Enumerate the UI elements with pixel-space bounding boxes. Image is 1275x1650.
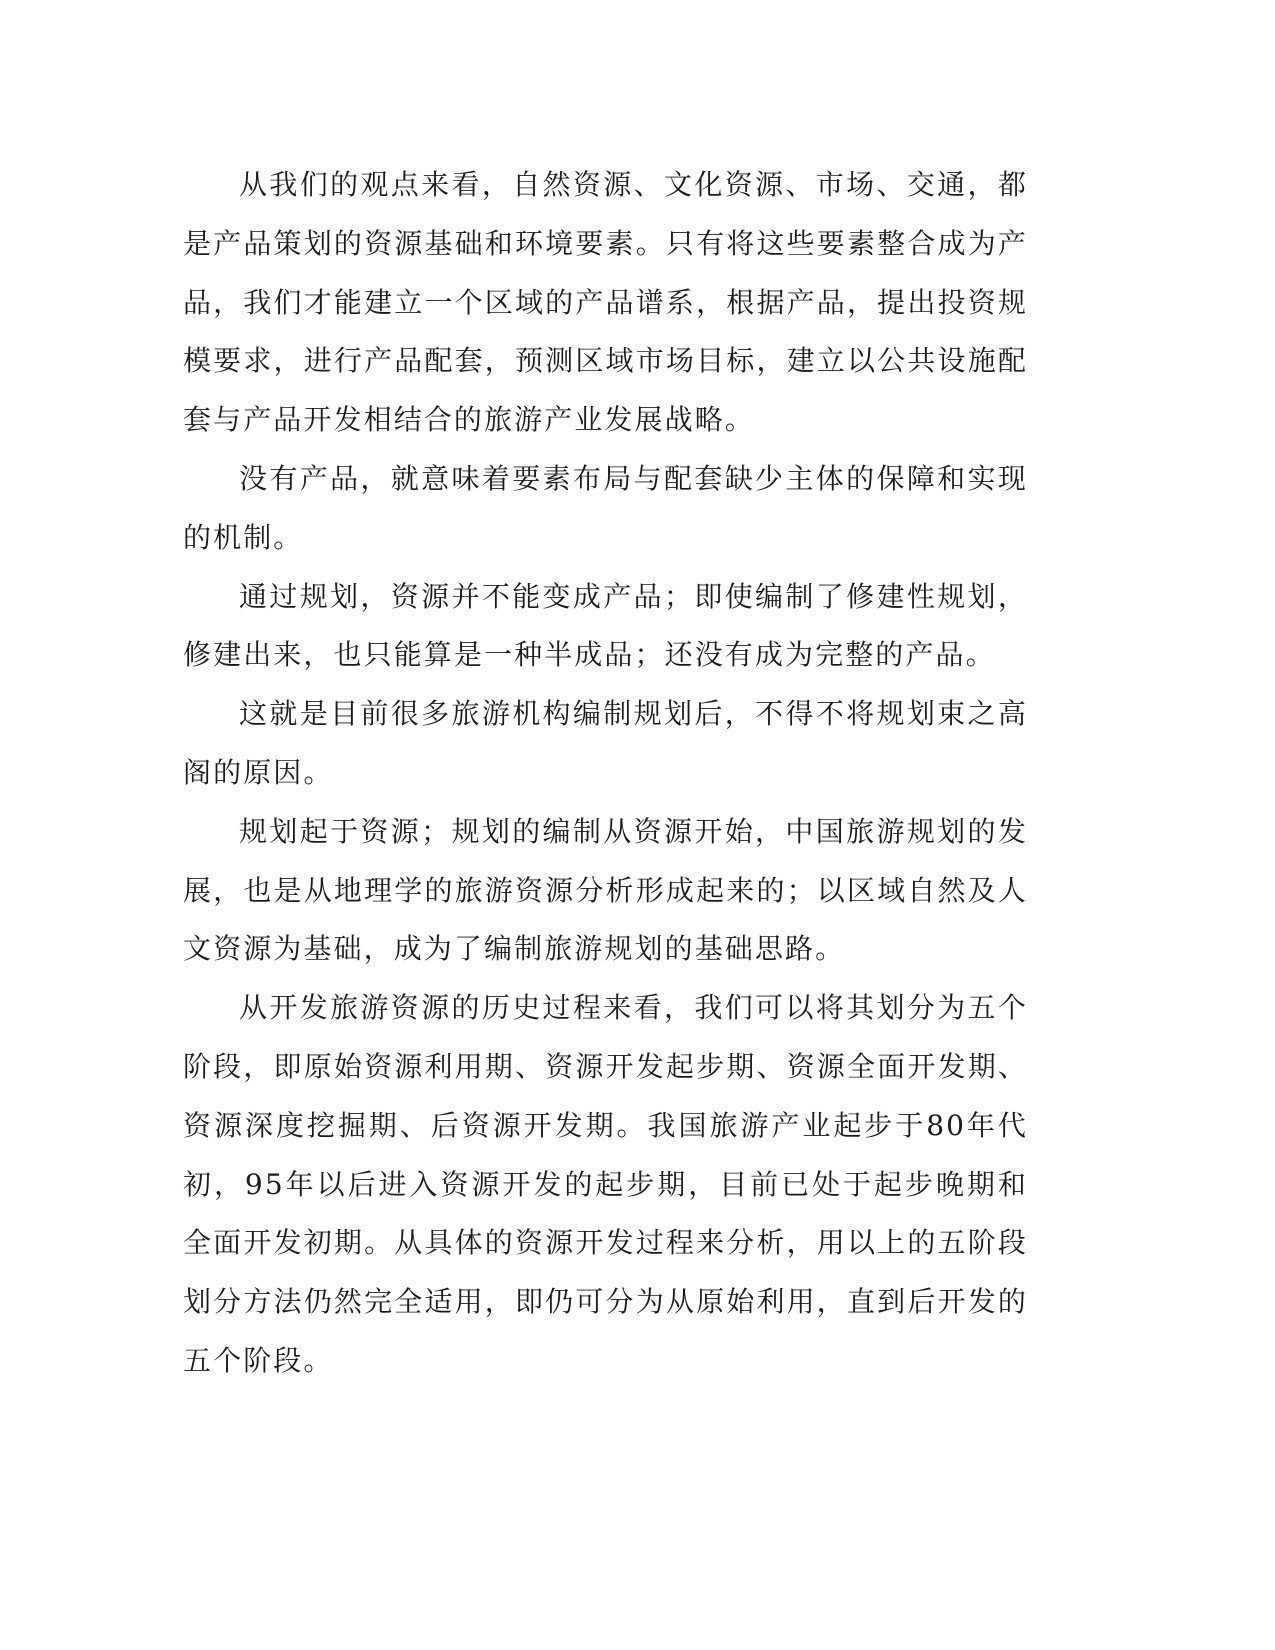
paragraph-6: 从开发旅游资源的历史过程来看，我们可以将其划分为五个阶段，即原始资源利用期、资源开发起步期、资源全面开发期、资源深度挖掘期、后资源开发期。我国旅游产业起步于80年代初，95年以后进入资源开发的起步期，目前已处于起步晚期和全面开发初期。从具体的资源开发过程来分析，用以上的五阶段划分方法仍然完全适用，即仍可分为从原始利用，直到后开发的五个阶段。 [183, 991, 1028, 1377]
paragraph-3: 通过规划，资源并不能变成产品；即使编制了修建性规划，修建出来，也只能算是一种半成品；还没有成为完整的产品。 [183, 579, 1028, 672]
paragraph-2: 没有产品，就意味着要素布局与配套缺少主体的保障和实现的机制。 [183, 461, 1028, 554]
paragraph-4: 这就是目前很多旅游机构编制规划后，不得不将规划束之高阁的原因。 [183, 697, 1028, 789]
paragraph-5: 规划起于资源；规划的编制从资源开始，中国旅游规划的发展，也是从地理学的旅游资源分析形成起来的；以区域自然及人文资源为基础，成为了编制旅游规划的基础思路。 [183, 814, 1028, 966]
paragraph-1: 从我们的观点来看，自然资源、文化资源、市场、交通，都是产品策划的资源基础和环境要素。只有将这些要素整合成为产品，我们才能建立一个区域的产品谱系，根据产品，提出投资规模要求，进行产品配套，预测区域市场目标，建立以公共设施配套与产品开发相结合的旅游产业发展战略。 [183, 168, 1028, 437]
document-body [183, 156, 1028, 1391]
